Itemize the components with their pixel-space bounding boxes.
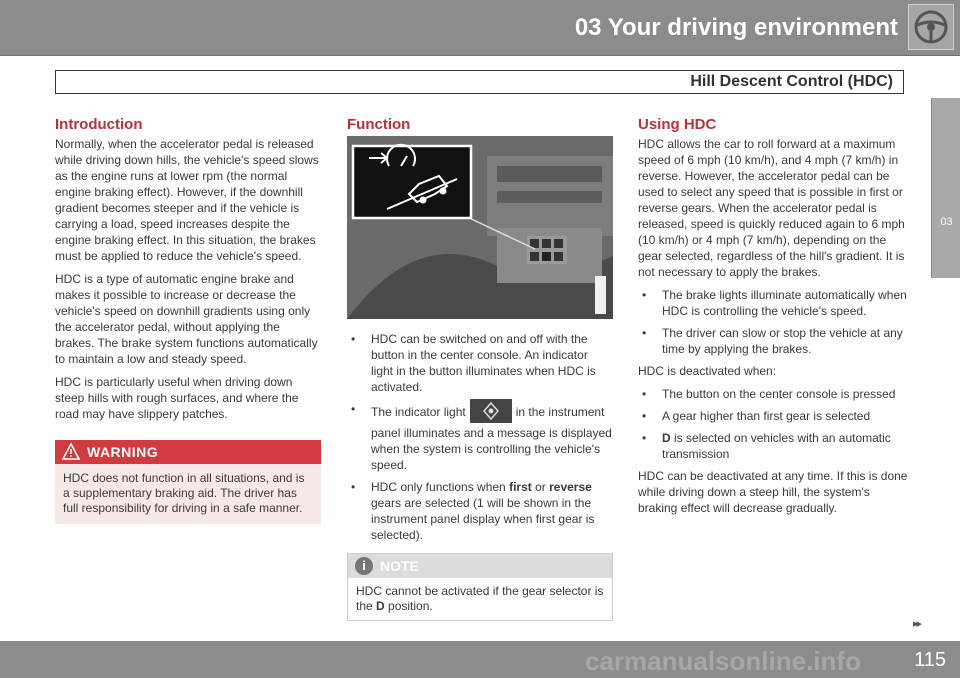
note-text: HDC cannot be activated if the gear selector is the D position. (356, 584, 604, 613)
column-introduction (55, 116, 321, 524)
page-number: 115 (914, 649, 946, 671)
side-tab-label: 03 (940, 216, 953, 228)
intro-paragraph-1: Normally, when the accelerator pedal is released while driving down hills, the vehicle's speed slows as the engine runs at lower rpm (the normal engine braking effect). However, if the downhill gradient becomes steeper and if the vehicle is carrying a load, speed increases despite the engine braking effect. In this situation, the brakes must be applied to reduce the vehicle's speed. (55, 137, 319, 263)
info-icon: i (355, 557, 373, 575)
list-item: • The brake lights illuminate automatically when HDC is controlling the vehicle's speed. (642, 288, 907, 318)
chapter-header-bar (0, 0, 960, 56)
column-using-hdc (638, 116, 908, 523)
intro-paragraph-3: HDC is particularly useful when driving down steep hills with rough surfaces, and where the road may have slippery patches. (55, 375, 299, 421)
using-paragraph-1: HDC allows the car to roll forward at a maximum speed of 6 mph (10 km/h), and 4 mph (7 km/h) in reverse. However, the accelerator pedal can be used to select any speed that is possible in first or reverse gears. When the accelerator pedal is released, speed is quickly reduced again to 6 mph (10 km/h) or 4 mph (7 km/h), depending on the gear selected, regardless of the hill's gradient. It is not necessary to apply the brakes. (638, 137, 905, 279)
list-item: • The driver can slow or stop the vehicle at any time by applying the brakes. (642, 326, 903, 356)
section-title: Hill Descent Control (HDC) (690, 73, 893, 90)
steering-wheel-icon (908, 4, 954, 50)
deactivation-bullet-list (638, 386, 908, 462)
heading-using-hdc: Using HDC (638, 116, 717, 133)
list-item: • HDC can be switched on and off with the button in the center console. An indicator light in the button illuminates when HDC is activated. (351, 332, 596, 394)
using-paragraph-3: HDC can be deactivated at any time. If this is done while driving down a steep hill, the system's braking effect will decrease gradually. (638, 469, 908, 515)
list-item: • D is selected on vehicles with an automatic transmission (642, 431, 891, 461)
dashboard-hdc-illustration (347, 136, 613, 319)
watermark-text: carmanualsonline.info (585, 646, 861, 676)
using-bullet-list (638, 287, 908, 357)
using-paragraph-2: HDC is deactivated when: (638, 364, 777, 378)
list-item: • A gear higher than first gear is selected (642, 409, 871, 423)
chapter-side-tab (931, 98, 960, 278)
list-item: • The indicator light in the instrument panel illuminates and a message is displayed when the system is controlling the vehicle's speed. (347, 401, 613, 473)
warning-text: HDC does not function in all situations, and is a supplementary braking aid. The driver has full responsibility for driving in a safe manner. (63, 471, 305, 515)
heading-introduction: Introduction (55, 116, 143, 133)
list-item: • HDC only functions when first or reverse gears are selected (1 will be shown in the instrument panel display when first gear is selected). (351, 480, 595, 542)
section-title-box (55, 70, 904, 94)
list-item: • The button on the center console is pressed (642, 387, 896, 401)
warning-triangle-icon (62, 443, 80, 460)
note-title: NOTE (380, 558, 419, 574)
column-function (347, 116, 613, 621)
note-box (347, 553, 613, 621)
note-header (348, 554, 612, 578)
warning-header (55, 440, 321, 464)
warning-title: WARNING (87, 444, 159, 460)
hdc-indicator-icon (470, 399, 512, 423)
function-bullet-list (347, 331, 613, 543)
continue-arrows-icon: ▸▸ (912, 618, 920, 630)
warning-box (55, 440, 321, 524)
chapter-title: 03 Your driving environment (574, 14, 898, 41)
intro-paragraph-2: HDC is a type of automatic engine brake and makes it possible to increase or decrease the vehicle's speed on downhill gradients using only the accelerator pedal, without applying the brakes. The brake system functions automatically to maintain a low and steady speed. (55, 272, 318, 366)
heading-function: Function (347, 116, 411, 133)
